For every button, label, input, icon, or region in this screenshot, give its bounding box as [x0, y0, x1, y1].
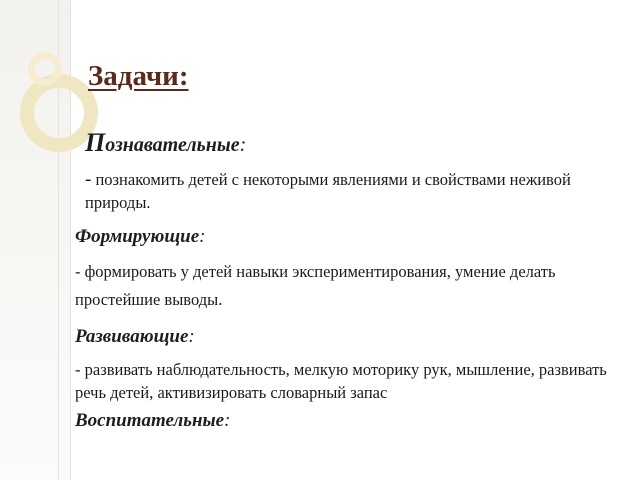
heading-colon: :	[199, 226, 208, 247]
decorative-ring-small	[28, 52, 62, 86]
heading-developing	[75, 326, 623, 348]
task-text-forming: - формировать у детей навыки экспериментирования, умение делать простейшие выводы.	[75, 262, 556, 309]
task-text-developing: - развивать наблюдательность, мелкую моторику рук, мышление, развивать речь детей, активизировать словарный запас	[75, 360, 607, 402]
heading-text: Формирующие	[75, 226, 200, 247]
heading-text: ознавательные	[105, 134, 240, 156]
task-text-cognitive: - познакомить детей с некоторыми явлениями и свойствами неживой природы.	[85, 169, 571, 212]
heading-colon: :	[239, 134, 249, 156]
heading-colon: :	[188, 326, 197, 347]
slide-title: Задачи:	[88, 60, 189, 92]
decorative-line	[70, 0, 71, 480]
heading-text: Развивающие	[75, 326, 189, 347]
heading-initial-letter: П	[85, 128, 106, 157]
slide-content	[75, 128, 623, 432]
heading-text: Воспитательные	[75, 410, 225, 431]
heading-forming	[75, 226, 623, 248]
heading-colon: :	[224, 410, 233, 431]
heading-cognitive	[75, 128, 623, 158]
decorative-circle	[16, 4, 56, 44]
heading-educational	[75, 410, 623, 432]
